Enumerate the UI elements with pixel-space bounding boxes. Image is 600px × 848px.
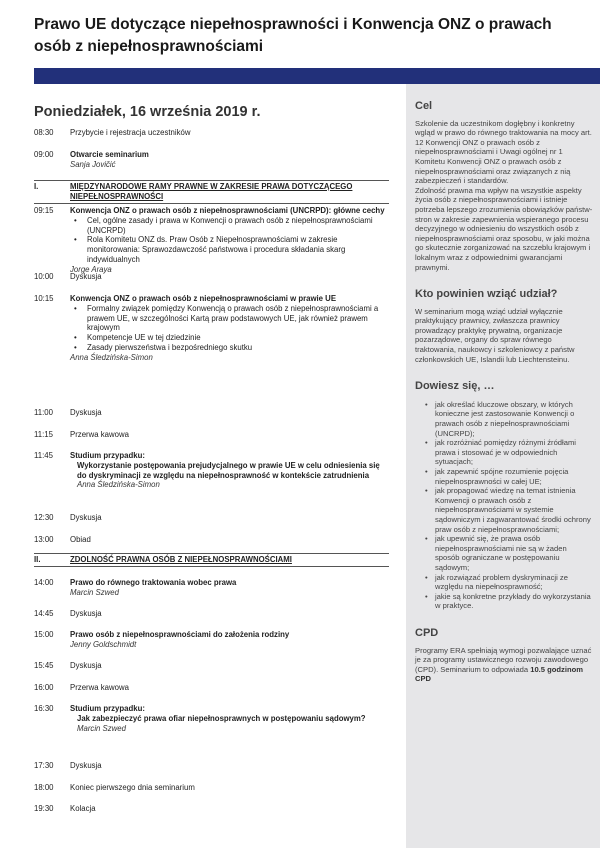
cel-paragraph-2: Zdolność prawna ma wpływ na wszystkie aspekty życia osób z niepełnosprawnościami i istnieje potrzeba lepszego zrozumienia obowiązków państw-stron w zakresie zapewnienia wspieranego procesu decyzyjnego w odniesieniu do wszystkich osób z niepełnosprawnościami oraz sposobu, w jaki można go skutecznie zorganizować na szczeblu krajowym i lokalnym wraz z odpowiednimi gwarancjami prawnymi. bbox=[415, 185, 593, 272]
agenda-title: Otwarcie seminarium bbox=[70, 150, 149, 159]
agenda-time: 14:00 bbox=[34, 578, 54, 587]
agenda-text: Dyskusja bbox=[70, 408, 102, 417]
agenda-title: Konwencja ONZ o prawach osób z niepełnosprawnościami w prawie UE bbox=[70, 294, 337, 303]
learn-item: • jak upewnić się, że prawa osób niepełnosprawnościami nie są w żaden sposób ograniczane w postępowaniu sądowym; bbox=[425, 534, 593, 572]
agenda-text: Obiad bbox=[70, 535, 91, 544]
agenda-time: 19:30 bbox=[34, 804, 54, 813]
agenda-text: Dyskusja bbox=[70, 272, 102, 281]
section-number: II. bbox=[34, 555, 41, 564]
learn-item: • jak rozróżniać pomiędzy różnymi źródłami prawa i stosować je w odpowiednich sytuacjach; bbox=[425, 438, 593, 467]
speaker-name: Jenny Goldschmidt bbox=[70, 639, 137, 649]
document-title: Prawo UE dotyczące niepełnosprawności i Konwencja ONZ o prawach osób z niepełnosprawnościami bbox=[34, 16, 552, 55]
agenda-bullet: • Formalny związek pomiędzy Konwencją o prawach osób z niepełnosprawnościami a prawem UE, w szczególności Kartą praw podstawowych UE, jak również prawem krajowym bbox=[70, 304, 390, 333]
agenda-time: 13:00 bbox=[34, 535, 54, 544]
agenda-bullet: • Zasady pierwszeństwa i bezpośredniego skutku bbox=[70, 343, 390, 353]
speaker-name: Sanja Jovičić bbox=[70, 159, 116, 169]
day-heading: Poniedziałek, 16 września 2019 r. bbox=[34, 104, 261, 120]
agenda-time: 11:45 bbox=[34, 451, 53, 460]
agenda-bullet: • Cel, ogólne zasady i prawa w Konwencji o prawach osób z niepełnosprawnościami (UNCRPD) bbox=[70, 216, 390, 236]
agenda-text: Przerwa kawowa bbox=[70, 683, 129, 692]
agenda-time: 18:00 bbox=[34, 783, 54, 792]
agenda-title: Prawo do równego traktowania wobec prawa bbox=[70, 578, 237, 587]
learn-list bbox=[415, 400, 593, 611]
sidebar-panel bbox=[406, 84, 600, 848]
agenda-text: Przerwa kawowa bbox=[70, 430, 129, 439]
case-study-label: Studium przypadku: bbox=[70, 451, 145, 460]
agenda-time: 15:00 bbox=[34, 630, 54, 639]
who-heading: Kto powinien wziąć udział? bbox=[415, 288, 558, 301]
agenda-title: Prawo osób z niepełnosprawnościami do założenia rodziny bbox=[70, 630, 290, 639]
agenda-bullet: • Kompetencje UE w tej dziedzinie bbox=[70, 333, 390, 343]
speaker-name: Anna Śledzińska-Simon bbox=[70, 352, 153, 362]
agenda-text: Dyskusja bbox=[70, 609, 102, 618]
agenda-title: Konwencja ONZ o prawach osób z niepełnosprawnościami (UNCRPD): główne cechy bbox=[70, 206, 385, 215]
agenda-time: 15:45 bbox=[34, 661, 54, 670]
learn-item: • jak zapewnić spójne rozumienie pojęcia niepełnosprawności w całej UE; bbox=[425, 467, 593, 486]
agenda-time: 12:30 bbox=[34, 513, 54, 522]
agenda-text: Dyskusja bbox=[70, 661, 102, 670]
section-heading bbox=[34, 553, 389, 567]
case-study-label: Studium przypadku: bbox=[70, 704, 145, 713]
agenda-time: 09:00 bbox=[34, 150, 54, 159]
agenda-time: 09:15 bbox=[34, 206, 54, 215]
speaker-name: Anna Śledzińska-Simon bbox=[77, 480, 160, 490]
agenda-text: Przybycie i rejestracja uczestników bbox=[70, 128, 191, 137]
agenda-time: 11:00 bbox=[34, 408, 53, 417]
agenda-time: 10:15 bbox=[34, 294, 54, 303]
cel-paragraph-1: Szkolenie da uczestnikom dogłębny i konkretny wgląd w prawo do równego traktowania na mocy art. 12 Konwencji ONZ o prawach osób z niepełnosprawnościami i Uwagi ogólnej nr 1 Komitetu Konwencji ONZ o prawach osób z niepełnosprawnościami oraz związanych z nią zabezpieczeń i standardów. bbox=[415, 118, 592, 186]
section-number: I. bbox=[34, 182, 39, 191]
agenda-text: Dyskusja bbox=[70, 513, 102, 522]
speaker-name: Marcin Szwed bbox=[77, 723, 126, 733]
agenda-text: Dyskusja bbox=[70, 761, 102, 770]
learn-heading: Dowiesz się, … bbox=[415, 380, 495, 393]
agenda-time: 17:30 bbox=[34, 761, 54, 770]
cpd-text: Programy ERA spełniają wymogi pozwalające uznać je za programy ustawicznego rozwoju zawodowego (CPD). Seminarium to odpowiada bbox=[415, 645, 592, 674]
cpd-paragraph bbox=[415, 646, 593, 684]
agenda-bullet: • Rola Komitetu ONZ ds. Praw Osób z Niepełnosprawnościami w zakresie monitorowania: Sprawozdawczość państwowa i procedura składania skarg indywidualnych bbox=[70, 235, 390, 264]
agenda-time: 14:45 bbox=[34, 609, 54, 618]
agenda-bullets bbox=[70, 216, 390, 265]
learn-item: • jak określać kluczowe obszary, w których konieczne jest zastosowanie Konwencji o prawach osób z niepełnosprawnościami (UNCRPD); bbox=[425, 400, 593, 438]
agenda-time: 11:15 bbox=[34, 430, 53, 439]
who-paragraph: W seminarium mogą wziąć udział wyłącznie praktykujący prawnicy, zwłaszcza prawnicy prowadzący praktykę prywatną, organizacje pozarządowe, organy do spraw równego traktowania, naukowcy i szkoleniowcy z państw członkowskich UE, Islandii lub Liechtensteinu. bbox=[415, 306, 575, 364]
agenda-title: Jak zabezpieczyć prawa ofiar niepełnosprawnych w postępowaniu sądowym? bbox=[77, 713, 366, 723]
section-heading bbox=[34, 180, 389, 204]
agenda-time: 16:30 bbox=[34, 704, 54, 713]
sidebar-content bbox=[415, 102, 593, 684]
section-title: ZDOLNOŚĆ PRAWNA OSÓB Z NIEPEŁNOSPRAWNOŚCIAMI bbox=[70, 555, 292, 564]
learn-item: • jak rozwiązać problem dyskryminacji ze względu na niepełnosprawność; bbox=[425, 573, 593, 592]
cpd-heading: CPD bbox=[415, 626, 439, 639]
cpd-hours: 10.5 godzinom CPD bbox=[415, 664, 583, 684]
agenda-time: 10:00 bbox=[34, 272, 54, 281]
agenda-text: Kolacja bbox=[70, 804, 96, 813]
agenda-text: Koniec pierwszego dnia seminarium bbox=[70, 783, 195, 792]
agenda-time: 16:00 bbox=[34, 683, 54, 692]
cel-heading: Cel bbox=[415, 100, 433, 112]
header-accent-bar bbox=[34, 68, 600, 84]
agenda-title: Wykorzystanie postępowania prejudycjalnego w prawie UE w celu odniesienia się do dyskryminacji ze względu na niepełnosprawność w kontekście zatrudnienia bbox=[77, 460, 380, 480]
section-title: MIĘDZYNARODOWE RAMY PRAWNE W ZAKRESIE PRAWA DOTYCZĄCEGO NIEPEŁNOSPRAWNOŚCI bbox=[70, 182, 353, 201]
speaker-name: Jorge Araya bbox=[70, 264, 112, 274]
learn-item: • jakie są konkretne przykłady do wykorzystania w praktyce. bbox=[425, 592, 593, 611]
agenda-time: 08:30 bbox=[34, 128, 54, 137]
agenda-bullets bbox=[70, 304, 390, 353]
learn-item: • jak propagować wiedzę na temat istnienia Konwencji o prawach osób z niepełnosprawnościami w systemie sądowniczym i zagwarantować środki ochrony praw osób z niepełnosprawnościami; bbox=[425, 486, 593, 534]
speaker-name: Marcin Szwed bbox=[70, 587, 119, 597]
